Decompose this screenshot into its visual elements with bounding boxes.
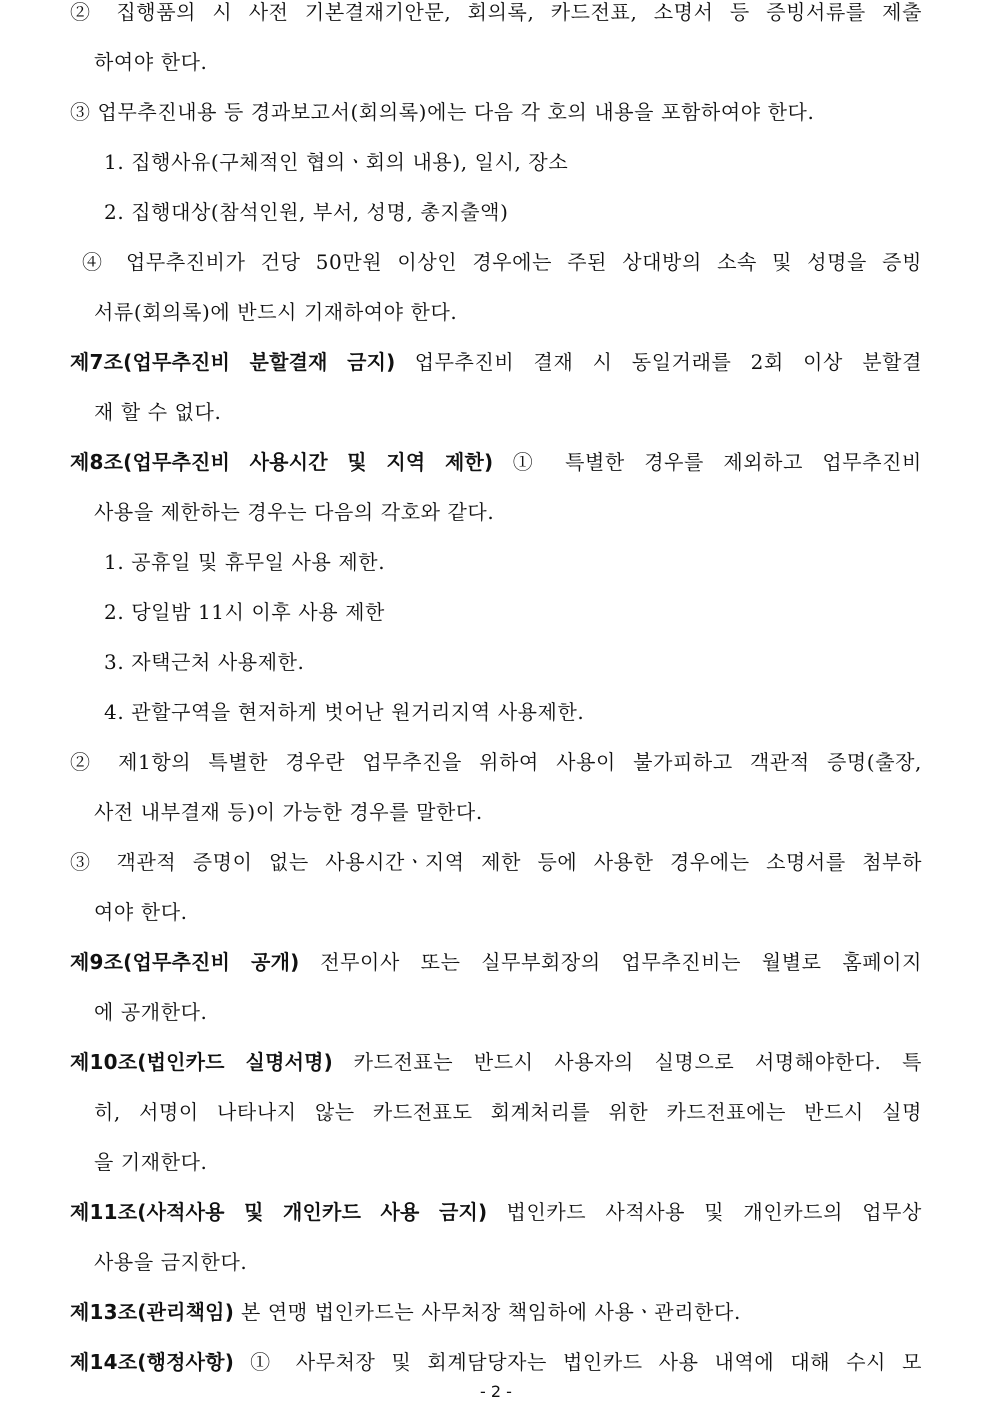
article-13 (70, 1298, 741, 1326)
article-heading: 제10조(법인카드 실명서명) (70, 1050, 333, 1074)
paragraph-line: 사용을 금지한다. (94, 1250, 248, 1274)
paragraph-line: ② 집행품의 시 사전 기본결재기안문, 회의록, 카드전표, 소명서 등 증빙서류를 제출 (70, 0, 922, 24)
paragraph-line: 에 공개한다. (94, 1000, 208, 1024)
article-7 (70, 348, 922, 376)
list-item: 2. 당일밤 11시 이후 사용 제한 (104, 600, 385, 624)
article-text: ① 사무처장 및 회계담당자는 법인카드 사용 내역에 대해 수시 모 (250, 1350, 922, 1374)
article-text: 법인카드 사적사용 및 개인카드의 업무상 (506, 1200, 922, 1224)
article-heading: 제11조(사적사용 및 개인카드 사용 금지) (70, 1200, 488, 1224)
article-14 (70, 1348, 922, 1376)
list-item: 2. 집행대상(참석인원, 부서, 성명, 총지출액) (104, 200, 509, 224)
paragraph-line: 여야 한다. (94, 900, 188, 924)
paragraph-line: ③ 객관적 증명이 없는 사용시간ㆍ지역 제한 등에 사용한 경우에는 소명서를 첨부하 (70, 850, 922, 874)
article-8 (70, 448, 922, 476)
paragraph-line: 재 할 수 없다. (94, 400, 222, 424)
list-item: 3. 자택근처 사용제한. (104, 650, 305, 674)
article-heading: 제13조(관리책임) (70, 1300, 235, 1324)
paragraph-line: ③ 업무추진내용 등 경과보고서(회의록)에는 다음 각 호의 내용을 포함하여야 한다. (70, 100, 815, 124)
paragraph-line: 사전 내부결재 등)이 가능한 경우를 말한다. (94, 800, 483, 824)
paragraph-line: ② 제1항의 특별한 경우란 업무추진을 위하여 사용이 불가피하고 객관적 증명(출장, (70, 750, 922, 774)
paragraph-line: 서류(회의록)에 반드시 기재하여야 한다. (94, 300, 458, 324)
paragraph-line: 을 기재한다. (94, 1150, 208, 1174)
article-heading: 제8조(업무추진비 사용시간 및 지역 제한) (70, 450, 494, 474)
paragraph-line: ④ 업무추진비가 건당 50만원 이상인 경우에는 주된 상대방의 소속 및 성명을 증빙 (82, 250, 922, 274)
article-10 (70, 1048, 922, 1076)
article-text: 업무추진비 결재 시 동일거래를 2회 이상 분할결 (414, 350, 922, 374)
article-text: ① 특별한 경우를 제외하고 업무추진비 (512, 450, 922, 474)
article-heading: 제7조(업무추진비 분할결재 금지) (70, 350, 396, 374)
list-item: 1. 공휴일 및 휴무일 사용 제한. (104, 550, 386, 574)
article-11 (70, 1198, 922, 1226)
article-9 (70, 948, 922, 976)
paragraph-line: 하여야 한다. (94, 50, 208, 74)
paragraph-line: 사용을 제한하는 경우는 다음의 각호와 같다. (94, 500, 495, 524)
article-text: 전무이사 또는 실무부회장의 업무추진비는 월별로 홈페이지 (320, 950, 923, 974)
article-heading: 제14조(행정사항) (70, 1350, 235, 1374)
article-heading: 제9조(업무추진비 공개) (70, 950, 300, 974)
article-text: 본 연맹 법인카드는 사무처장 책임하에 사용ㆍ관리한다. (241, 1300, 741, 1324)
list-item: 1. 집행사유(구체적인 협의ㆍ회의 내용), 일시, 장소 (104, 150, 569, 174)
page-number: - 2 - (480, 1382, 512, 1401)
article-text: 카드전표는 반드시 사용자의 실명으로 서명해야한다. 특 (353, 1050, 922, 1074)
list-item: 4. 관할구역을 현저하게 벗어난 원거리지역 사용제한. (104, 700, 585, 724)
paragraph-line: 히, 서명이 나타나지 않는 카드전표도 회계처리를 위한 카드전표에는 반드시 실명 (94, 1100, 922, 1124)
